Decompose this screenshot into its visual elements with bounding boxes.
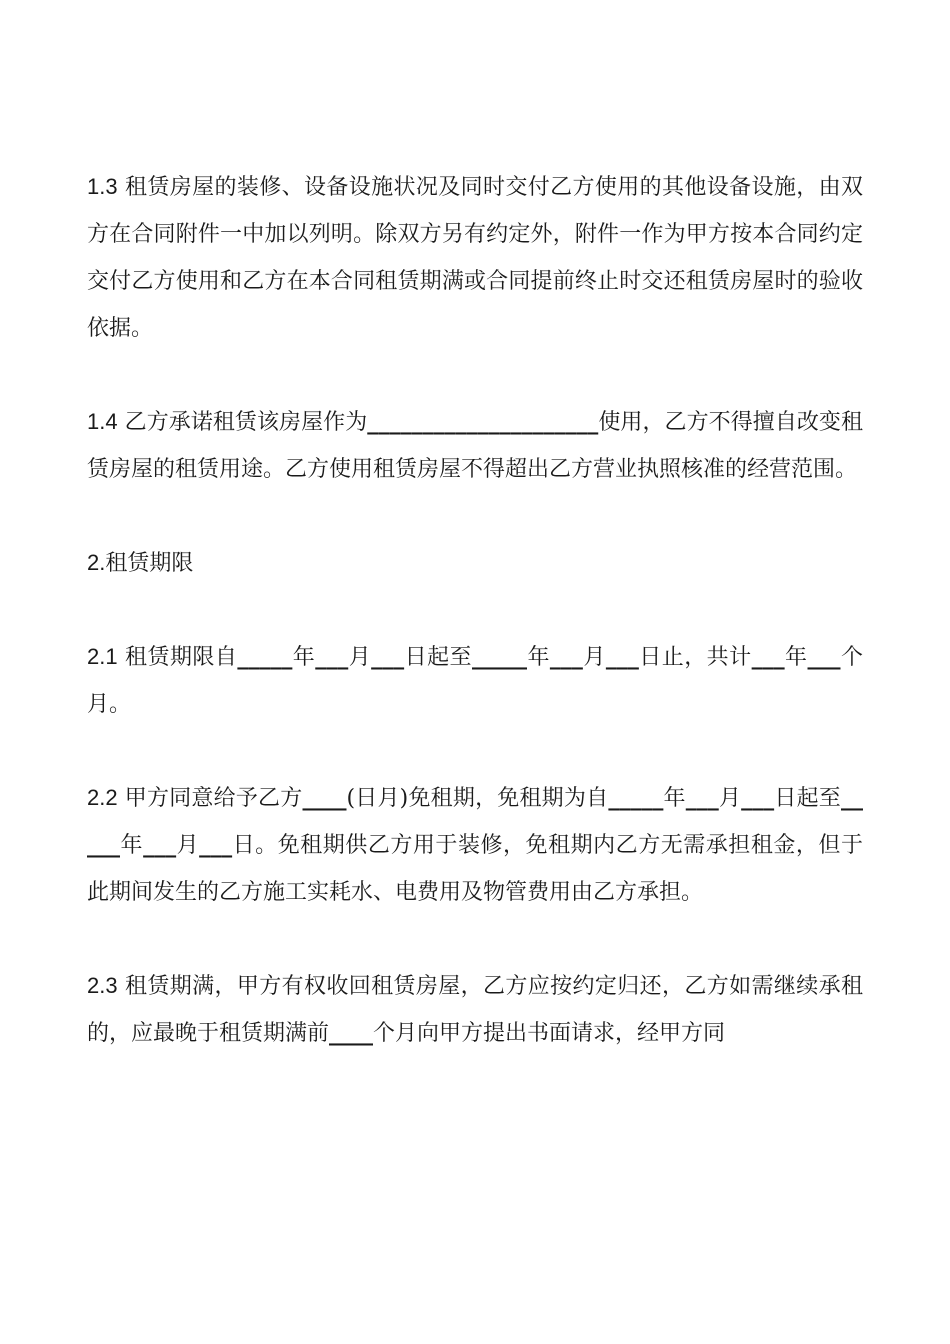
clause-1-4 (87, 398, 863, 493)
fill-blank: _____ (237, 645, 293, 670)
clause-text: 个月向甲方提出书面请求，经甲方同 (373, 1021, 726, 1046)
clause-number: 1.4 (87, 409, 118, 434)
fill-blank: ___ (549, 645, 583, 670)
clause-text: 年 (292, 645, 316, 670)
fill-blank: ____ (302, 786, 347, 811)
fill-blank: _____ (472, 645, 527, 670)
clause-text: 个月。 (87, 645, 863, 717)
clause-2-3 (87, 962, 863, 1057)
clause-text: 使用，乙方不得擅自改变租赁房屋的租赁用途。乙方使用租赁房屋不得超出乙方营业执照核准的经营范围。 (87, 410, 863, 482)
fill-blank: _____ (87, 786, 863, 858)
clause-text: 年 (120, 833, 144, 858)
clause-text: 日起至 (774, 786, 841, 811)
fill-blank: ___ (741, 786, 775, 811)
clause-text: 日止，共计 (638, 645, 752, 670)
clause-text: 月 (348, 645, 372, 670)
section-heading-lease-term (87, 539, 863, 587)
clause-1-3 (87, 163, 863, 352)
clause-text: 月 (176, 833, 200, 858)
clause-text: 乙方承诺租赁该房屋作为 (117, 410, 368, 435)
clause-number: 2.2 (87, 785, 118, 810)
section-title: 租赁期限 (105, 551, 194, 576)
fill-blank: ___ (315, 645, 349, 670)
fill-blank: ___ (751, 645, 785, 670)
clause-text: 月 (718, 786, 742, 811)
fill-blank-usage: _____________________ (367, 410, 599, 435)
clause-text: 日起至 (404, 645, 472, 670)
clause-text: 甲方同意给予乙方 (117, 786, 303, 811)
clause-number: 2.3 (87, 973, 118, 998)
fill-blank: ____ (329, 1021, 374, 1046)
clause-text: 租赁房屋的装修、设备设施状况及同时交付乙方使用的其他设备设施，由双方在合同附件一中加以列明。除双方另有约定外，附件一作为甲方按本合同约定交付乙方使用和乙方在本合同租赁期满或合同提前终止时交还租赁房屋时的验收依据。 (87, 175, 863, 341)
clause-text: 租赁期限自 (117, 645, 238, 670)
clause-text: 日。免租期供乙方用于装修，免租期内乙方无需承担租金，但于此期间发生的乙方施工实耗水、电费用及物管费用由乙方承担。 (87, 833, 863, 905)
clause-text: (日月)免租期，免租期为自 (346, 786, 609, 811)
fill-blank: ___ (371, 645, 405, 670)
document-page (87, 163, 863, 1103)
fill-blank: ___ (143, 833, 177, 858)
clause-text: 租赁期满，甲方有权收回租赁房屋，乙方应按约定归还，乙方如需继续承租的，应最晚于租赁期满前 (87, 974, 863, 1046)
clause-text: 年 (784, 645, 808, 670)
fill-blank: ___ (605, 645, 639, 670)
clause-number: 1.3 (87, 174, 118, 199)
clause-text: 年 (527, 645, 550, 670)
clause-2-2 (87, 774, 863, 916)
fill-blank: _____ (608, 786, 664, 811)
clause-text: 年 (663, 786, 686, 811)
clause-2-1 (87, 633, 863, 728)
clause-number: 2.1 (87, 644, 118, 669)
fill-blank: ___ (807, 645, 841, 670)
clause-text: 月 (582, 645, 606, 670)
fill-blank: ___ (685, 786, 719, 811)
fill-blank: ___ (199, 833, 233, 858)
section-number: 2. (87, 550, 106, 575)
